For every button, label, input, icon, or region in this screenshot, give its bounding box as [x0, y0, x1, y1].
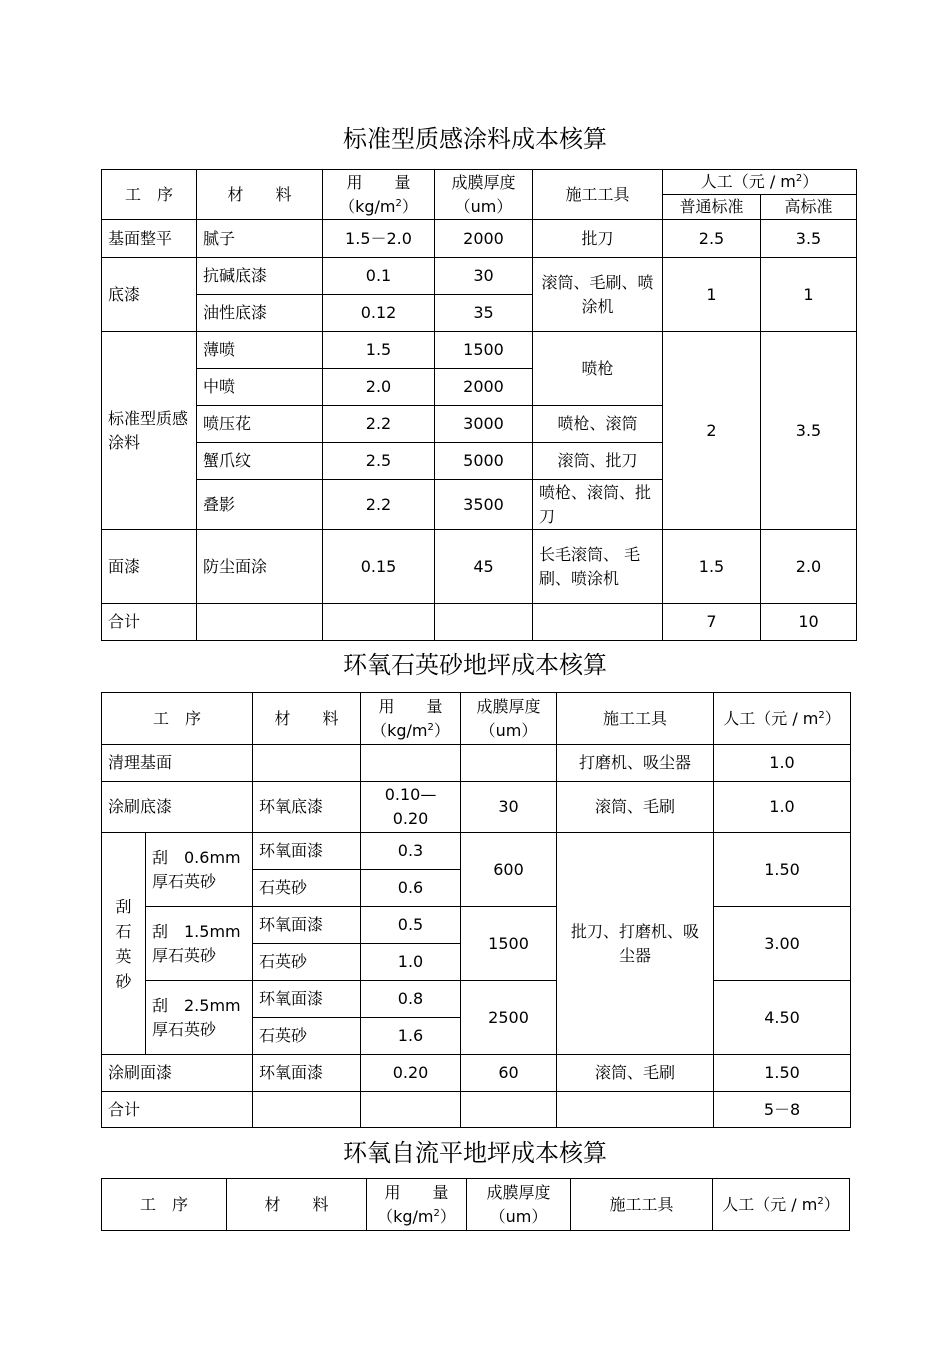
- cell-thickness: 30: [435, 258, 533, 295]
- table-row-total: [102, 1092, 851, 1128]
- cell-tool: 长毛滚筒、 毛刷、喷涂机: [533, 530, 663, 604]
- header-step: 工 序: [102, 1179, 227, 1231]
- cell-tool: 批刀、打磨机、吸尘器: [557, 833, 714, 1055]
- cell-tool: 喷枪: [533, 332, 663, 406]
- header-labor-high: 高标准: [761, 195, 857, 220]
- cell-thickness: 2000: [435, 220, 533, 258]
- header-thickness: 成膜厚度 （um）: [435, 170, 533, 220]
- cell-labor-standard: 2: [663, 332, 761, 530]
- cell-material: 石英砂: [253, 1018, 361, 1055]
- cell-thickness: 1500: [435, 332, 533, 369]
- cell-labor-standard: 1: [663, 258, 761, 332]
- cell-step: 基面整平: [102, 220, 197, 258]
- cell-tool: 滚筒、毛刷: [557, 1055, 714, 1092]
- cell-material: 薄喷: [197, 332, 323, 369]
- cell-thickness: 5000: [435, 443, 533, 480]
- cell-step: 清理基面: [102, 745, 253, 782]
- cell-substep: 刮 1.5mm 厚石英砂: [146, 907, 253, 981]
- header-tool: 施工工具: [533, 170, 663, 220]
- cell-tool: 喷枪、滚筒: [533, 406, 663, 443]
- cell-step: 合计: [102, 1092, 253, 1128]
- cell-thickness: 600: [461, 833, 557, 907]
- cell-thickness: 3000: [435, 406, 533, 443]
- header-material: 材 料: [227, 1179, 367, 1231]
- cell-usage: [361, 1092, 461, 1128]
- cell-usage: 1.5: [323, 332, 435, 369]
- cell-material: [253, 745, 361, 782]
- table-row: [102, 981, 851, 1018]
- cell-tool: 滚筒、毛刷、喷涂机: [533, 258, 663, 332]
- cell-thickness: 1500: [461, 907, 557, 981]
- header-tool: 施工工具: [571, 1179, 713, 1231]
- cell-material: 环氧底漆: [253, 782, 361, 833]
- cell-thickness: 35: [435, 295, 533, 332]
- cell-usage: 0.3: [361, 833, 461, 870]
- cell-thickness: 60: [461, 1055, 557, 1092]
- cell-material: 喷压花: [197, 406, 323, 443]
- cell-material: 环氧面漆: [253, 833, 361, 870]
- cell-usage: 1.0: [361, 944, 461, 981]
- cell-thickness: [461, 745, 557, 782]
- table-row: [102, 1055, 851, 1092]
- cell-substep: 刮 2.5mm 厚石英砂: [146, 981, 253, 1055]
- table-row: [102, 220, 857, 258]
- header-usage: 用 量 $(kg/m^2)$: [367, 1179, 467, 1231]
- cell-usage: 0.20: [361, 1055, 461, 1092]
- cell-step: 面漆: [102, 530, 197, 604]
- cell-step: 涂刷底漆: [102, 782, 253, 833]
- cell-usage: 0.1: [323, 258, 435, 295]
- cell-labor-standard: 2.5: [663, 220, 761, 258]
- cell-thickness: 45: [435, 530, 533, 604]
- cell-labor: 1.50: [714, 833, 851, 907]
- cell-material: 环氧面漆: [253, 981, 361, 1018]
- cell-usage: [361, 745, 461, 782]
- header-material: 材 料: [253, 693, 361, 745]
- cell-usage: 0.10—0.20: [361, 782, 461, 833]
- table1-title: 标准型质感涂料成本核算: [343, 125, 607, 153]
- header-labor-standard: 普通标准: [663, 195, 761, 220]
- cell-step-quartz: 刮石英砂: [102, 833, 146, 1055]
- cell-thickness: [435, 604, 533, 641]
- cell-step: 标准型质感涂料: [102, 332, 197, 530]
- table-row: [102, 782, 851, 833]
- header-thickness: 成膜厚度 （um）: [461, 693, 557, 745]
- cell-labor-standard: 1.5: [663, 530, 761, 604]
- cell-material: 石英砂: [253, 870, 361, 907]
- cell-thickness: 3500: [435, 480, 533, 530]
- cell-step: 底漆: [102, 258, 197, 332]
- cell-usage: 2.2: [323, 480, 435, 530]
- cell-material: 石英砂: [253, 944, 361, 981]
- cell-tool: 滚筒、毛刷: [557, 782, 714, 833]
- cell-labor: 1.0: [714, 745, 851, 782]
- cell-usage: 2.2: [323, 406, 435, 443]
- cell-material: 抗碱底漆: [197, 258, 323, 295]
- cell-labor: 1.50: [714, 1055, 851, 1092]
- cell-thickness: 2500: [461, 981, 557, 1055]
- table-row: [102, 332, 857, 369]
- table-row: [102, 258, 857, 295]
- cell-usage: 1.5－2.0: [323, 220, 435, 258]
- cell-labor: 1.0: [714, 782, 851, 833]
- cell-material: 叠影: [197, 480, 323, 530]
- cell-material: [253, 1092, 361, 1128]
- header-labor: 人工（元 / $m^2$）: [713, 1179, 850, 1231]
- cell-usage: 0.6: [361, 870, 461, 907]
- cell-labor-high: 2.0: [761, 530, 857, 604]
- cell-material: 环氧面漆: [253, 1055, 361, 1092]
- cell-material: 中喷: [197, 369, 323, 406]
- table2: [101, 692, 851, 1128]
- cell-tool: 滚筒、批刀: [533, 443, 663, 480]
- header-usage: 用 量 $(kg/m^2)$: [361, 693, 461, 745]
- header-labor: 人工（元 / $m^2$）: [663, 170, 857, 195]
- header-thickness: 成膜厚度 （um）: [467, 1179, 571, 1231]
- cell-tool: 喷枪、滚筒、批刀: [533, 480, 663, 530]
- cell-thickness: 30: [461, 782, 557, 833]
- cell-usage: 1.6: [361, 1018, 461, 1055]
- cell-labor-high: 3.5: [761, 332, 857, 530]
- header-material: 材 料: [197, 170, 323, 220]
- cell-labor-standard: 7: [663, 604, 761, 641]
- cell-material: 腻子: [197, 220, 323, 258]
- cell-usage: 0.5: [361, 907, 461, 944]
- cell-usage: 0.8: [361, 981, 461, 1018]
- table-row: [102, 530, 857, 604]
- cell-material: 环氧面漆: [253, 907, 361, 944]
- cell-material: 防尘面涂: [197, 530, 323, 604]
- table-row: [102, 907, 851, 944]
- cell-step: 涂刷面漆: [102, 1055, 253, 1092]
- cell-usage: 0.15: [323, 530, 435, 604]
- table3-title: 环氧自流平地坪成本核算: [343, 1139, 607, 1167]
- cell-tool: 批刀: [533, 220, 663, 258]
- header-tool: 施工工具: [557, 693, 714, 745]
- cell-tool: [533, 604, 663, 641]
- cell-labor-high: 1: [761, 258, 857, 332]
- cell-thickness: 2000: [435, 369, 533, 406]
- cell-thickness: [461, 1092, 557, 1128]
- table2-title: 环氧石英砂地坪成本核算: [343, 651, 607, 679]
- table-row-total: [102, 604, 857, 641]
- header-step: 工 序: [102, 693, 253, 745]
- cell-material: [197, 604, 323, 641]
- cell-material: 蟹爪纹: [197, 443, 323, 480]
- cell-usage: 0.12: [323, 295, 435, 332]
- cell-usage: 2.0: [323, 369, 435, 406]
- table-row: [102, 833, 851, 870]
- cell-labor-high: 3.5: [761, 220, 857, 258]
- cell-material: 油性底漆: [197, 295, 323, 332]
- header-usage: 用 量 $(kg/m^2)$: [323, 170, 435, 220]
- cell-usage: [323, 604, 435, 641]
- cell-substep: 刮 0.6mm 厚石英砂: [146, 833, 253, 907]
- cell-labor: 3.00: [714, 907, 851, 981]
- header-step: 工 序: [102, 170, 197, 220]
- table1: [101, 169, 857, 641]
- cell-usage: 2.5: [323, 443, 435, 480]
- cell-labor: 5－8: [714, 1092, 851, 1128]
- table-row: [102, 745, 851, 782]
- cell-labor: 4.50: [714, 981, 851, 1055]
- cell-tool: [557, 1092, 714, 1128]
- cell-tool: 打磨机、吸尘器: [557, 745, 714, 782]
- cell-step: 合计: [102, 604, 197, 641]
- table3: [101, 1178, 850, 1231]
- cell-labor-high: 10: [761, 604, 857, 641]
- header-labor: 人工（元 / $m^2$）: [714, 693, 851, 745]
